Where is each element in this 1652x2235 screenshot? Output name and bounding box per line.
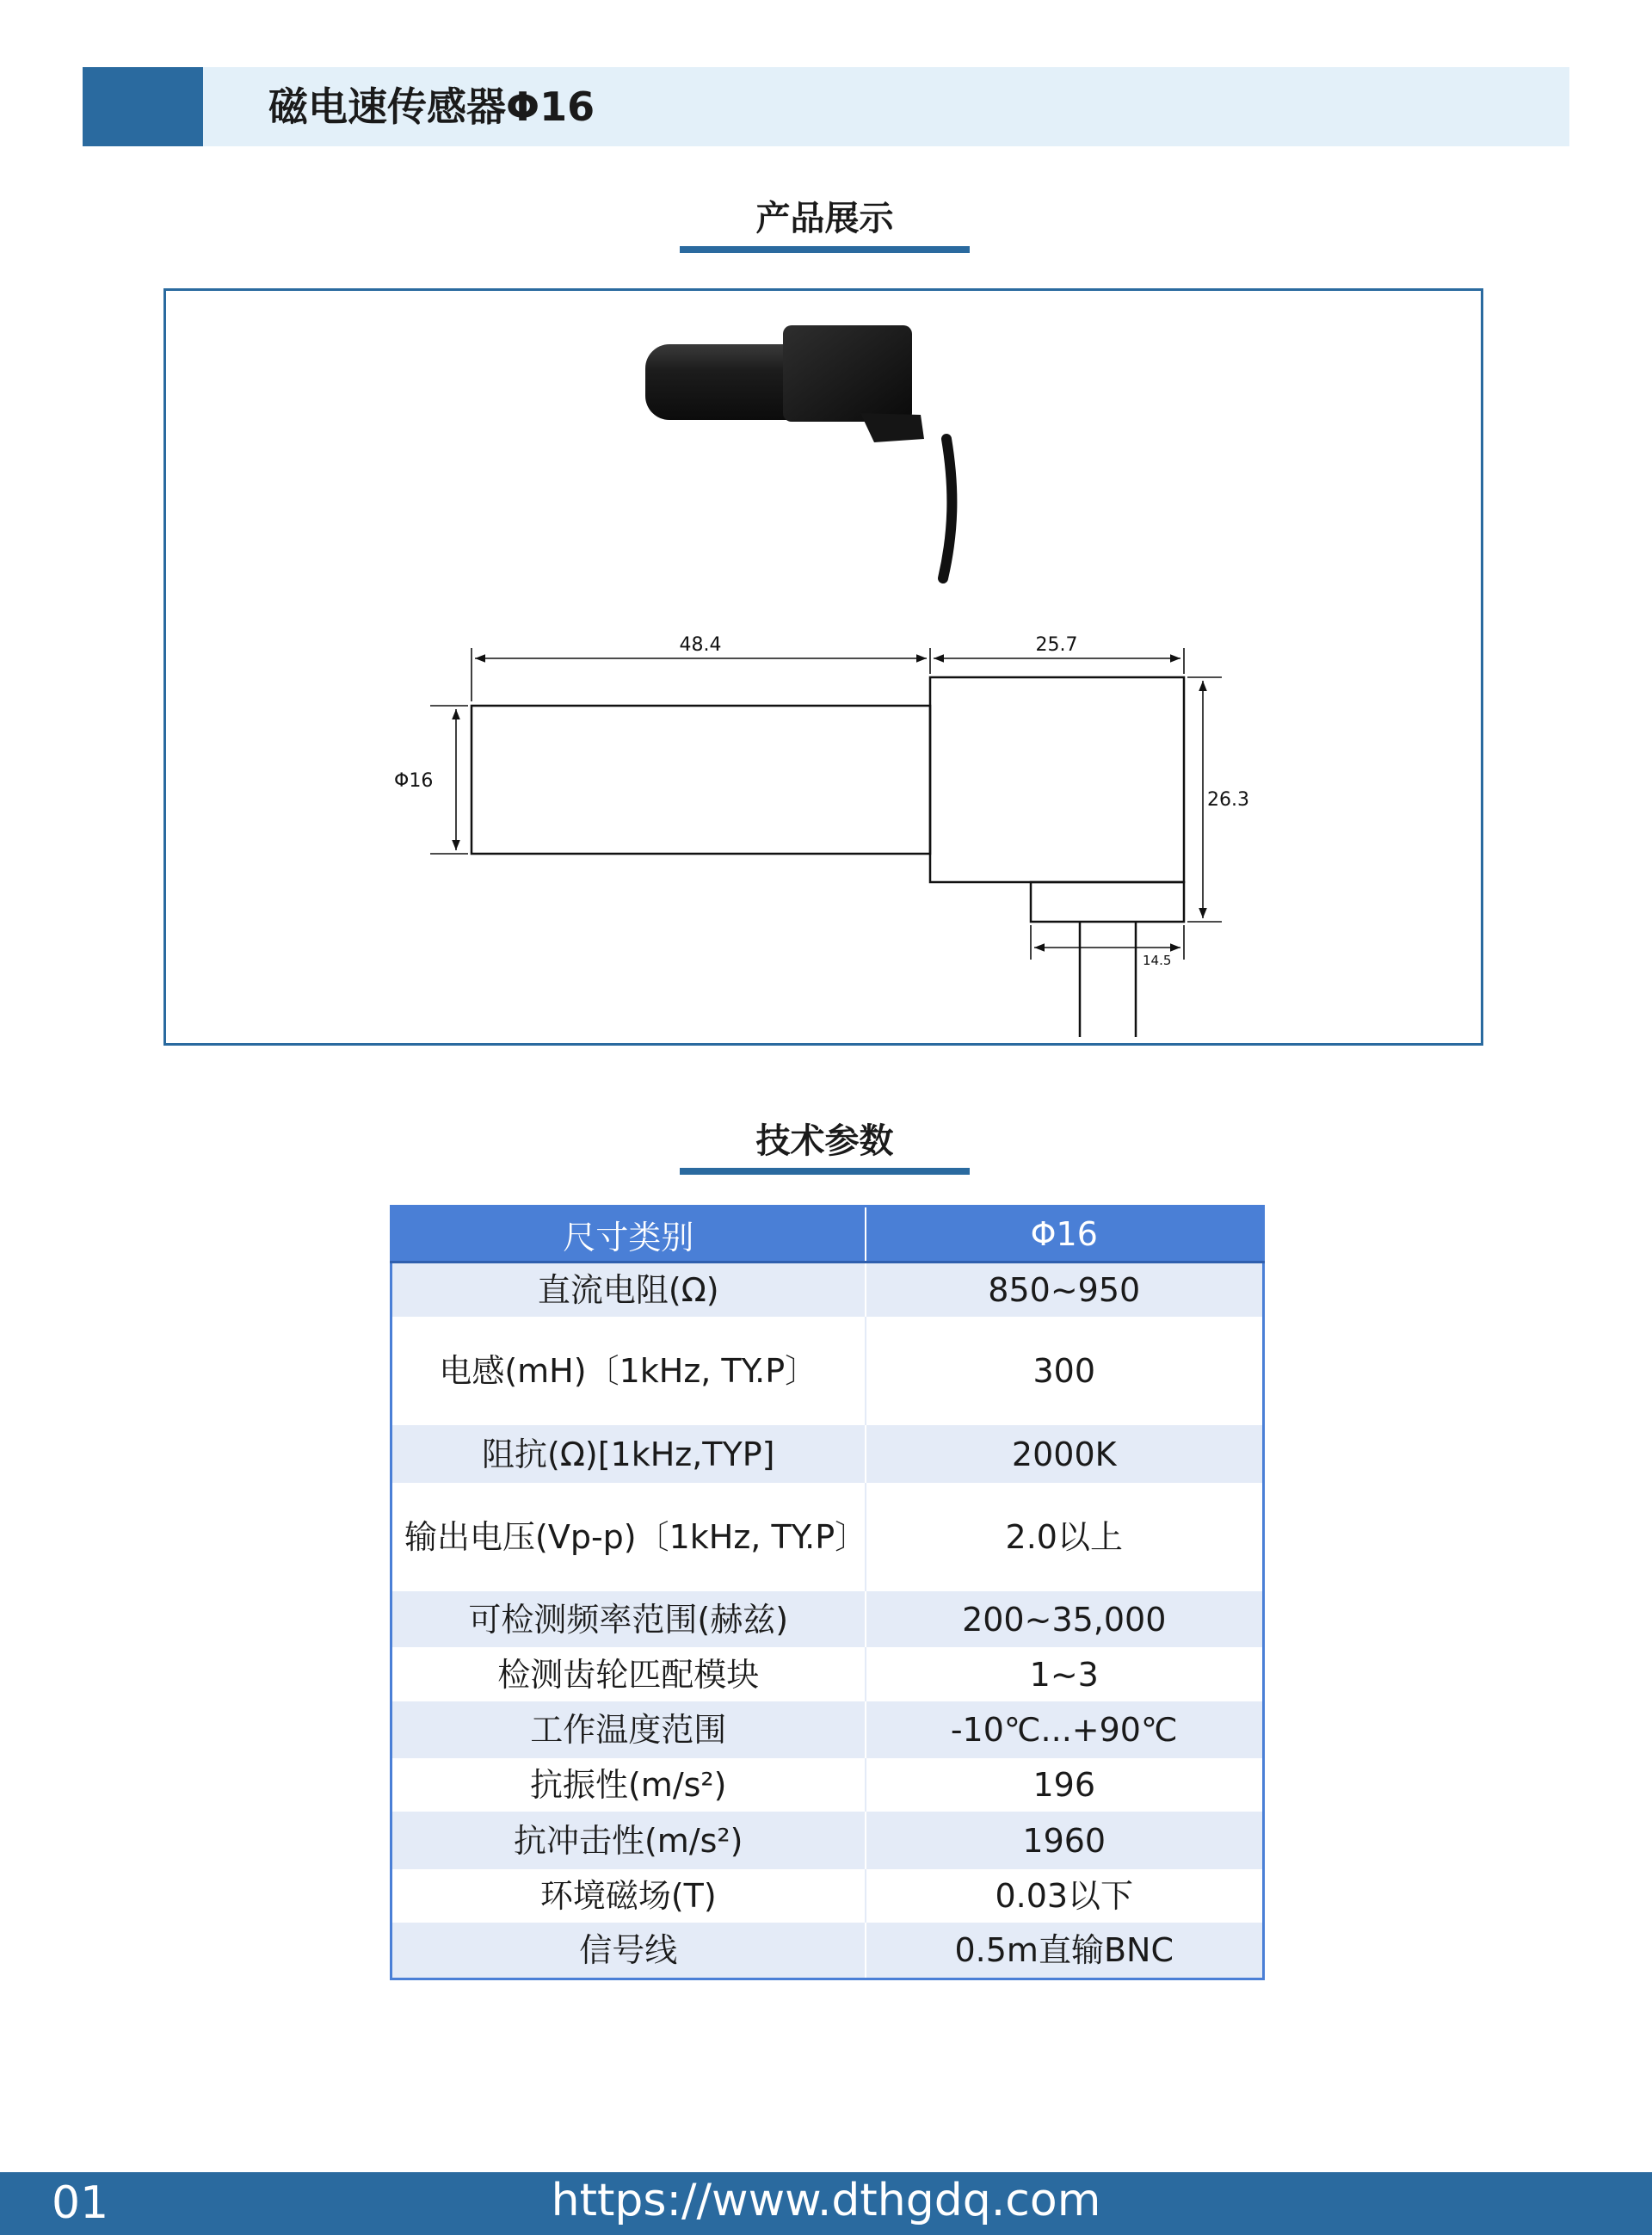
table-row <box>391 1869 1264 1923</box>
dim-label-cable: 14.5 <box>1143 953 1172 968</box>
table-cell-value: -10℃...+90℃ <box>866 1701 1264 1758</box>
table-cell-parameter: 信号线 <box>391 1923 866 1979</box>
table-cell-value: 0.03以下 <box>866 1869 1264 1923</box>
table-row <box>391 1317 1264 1425</box>
table-cell-parameter: 工作温度范围 <box>391 1701 866 1758</box>
table-cell-parameter: 输出电压(Vp-p)〔1kHz, TY.P〕 <box>391 1483 866 1591</box>
section-underline-product <box>680 246 970 253</box>
section-underline-specs <box>680 1168 970 1175</box>
table-cell-value: 2.0以上 <box>866 1483 1264 1591</box>
dim-label-height: 26.3 <box>1207 789 1249 811</box>
section-heading-specs: 技术参数 <box>755 1121 894 1161</box>
table-row <box>391 1591 1264 1647</box>
table-cell-value: 1960 <box>866 1812 1264 1869</box>
table-cell-parameter: 抗冲击性(m/s²) <box>391 1812 866 1869</box>
table-cell-value: 0.5m直输BNC <box>866 1923 1264 1979</box>
dim-label-head-width: 25.7 <box>1035 634 1078 656</box>
table-cell-value: 300 <box>866 1317 1264 1425</box>
footer-url: https://www.dthgdq.com <box>551 2175 1101 2226</box>
table-row <box>391 1758 1264 1812</box>
table-cell-parameter: 抗振性(m/s²) <box>391 1758 866 1812</box>
table-cell-value: 1~3 <box>866 1647 1264 1701</box>
page-number: 01 <box>52 2177 109 2229</box>
table-header-cell: 尺寸类别 <box>391 1207 866 1263</box>
table-row <box>391 1483 1264 1591</box>
table-cell-parameter: 电感(mH)〔1kHz, TY.P〕 <box>391 1317 866 1425</box>
specs-table <box>390 1205 1265 1980</box>
table-row <box>391 1647 1264 1701</box>
dim-label-length: 48.4 <box>679 634 722 656</box>
table-cell-parameter: 检测齿轮匹配模块 <box>391 1647 866 1701</box>
dimension-drawing <box>379 624 1249 1046</box>
page-title: 磁电速传感器Φ16 <box>268 83 595 130</box>
header-accent-block <box>83 67 203 146</box>
table-row <box>391 1812 1264 1869</box>
table-row <box>391 1923 1264 1979</box>
table-cell-value: 200~35,000 <box>866 1591 1264 1647</box>
table-cell-parameter: 环境磁场(T) <box>391 1869 866 1923</box>
product-photo <box>628 318 1024 594</box>
table-cell-value: 2000K <box>866 1425 1264 1483</box>
dim-label-diameter: Φ16 <box>394 770 434 792</box>
table-header-row <box>391 1207 1264 1263</box>
table-row <box>391 1425 1264 1483</box>
table-row <box>391 1701 1264 1758</box>
section-heading-product: 产品展示 <box>755 199 894 238</box>
table-row <box>391 1263 1264 1318</box>
table-header-cell: Φ16 <box>866 1207 1264 1263</box>
table-cell-parameter: 可检测频率范围(赫兹) <box>391 1591 866 1647</box>
table-cell-value: 850~950 <box>866 1263 1264 1318</box>
table-cell-parameter: 直流电阻(Ω) <box>391 1263 866 1318</box>
table-cell-value: 196 <box>866 1758 1264 1812</box>
table-cell-parameter: 阻抗(Ω)[1kHz,TYP] <box>391 1425 866 1483</box>
